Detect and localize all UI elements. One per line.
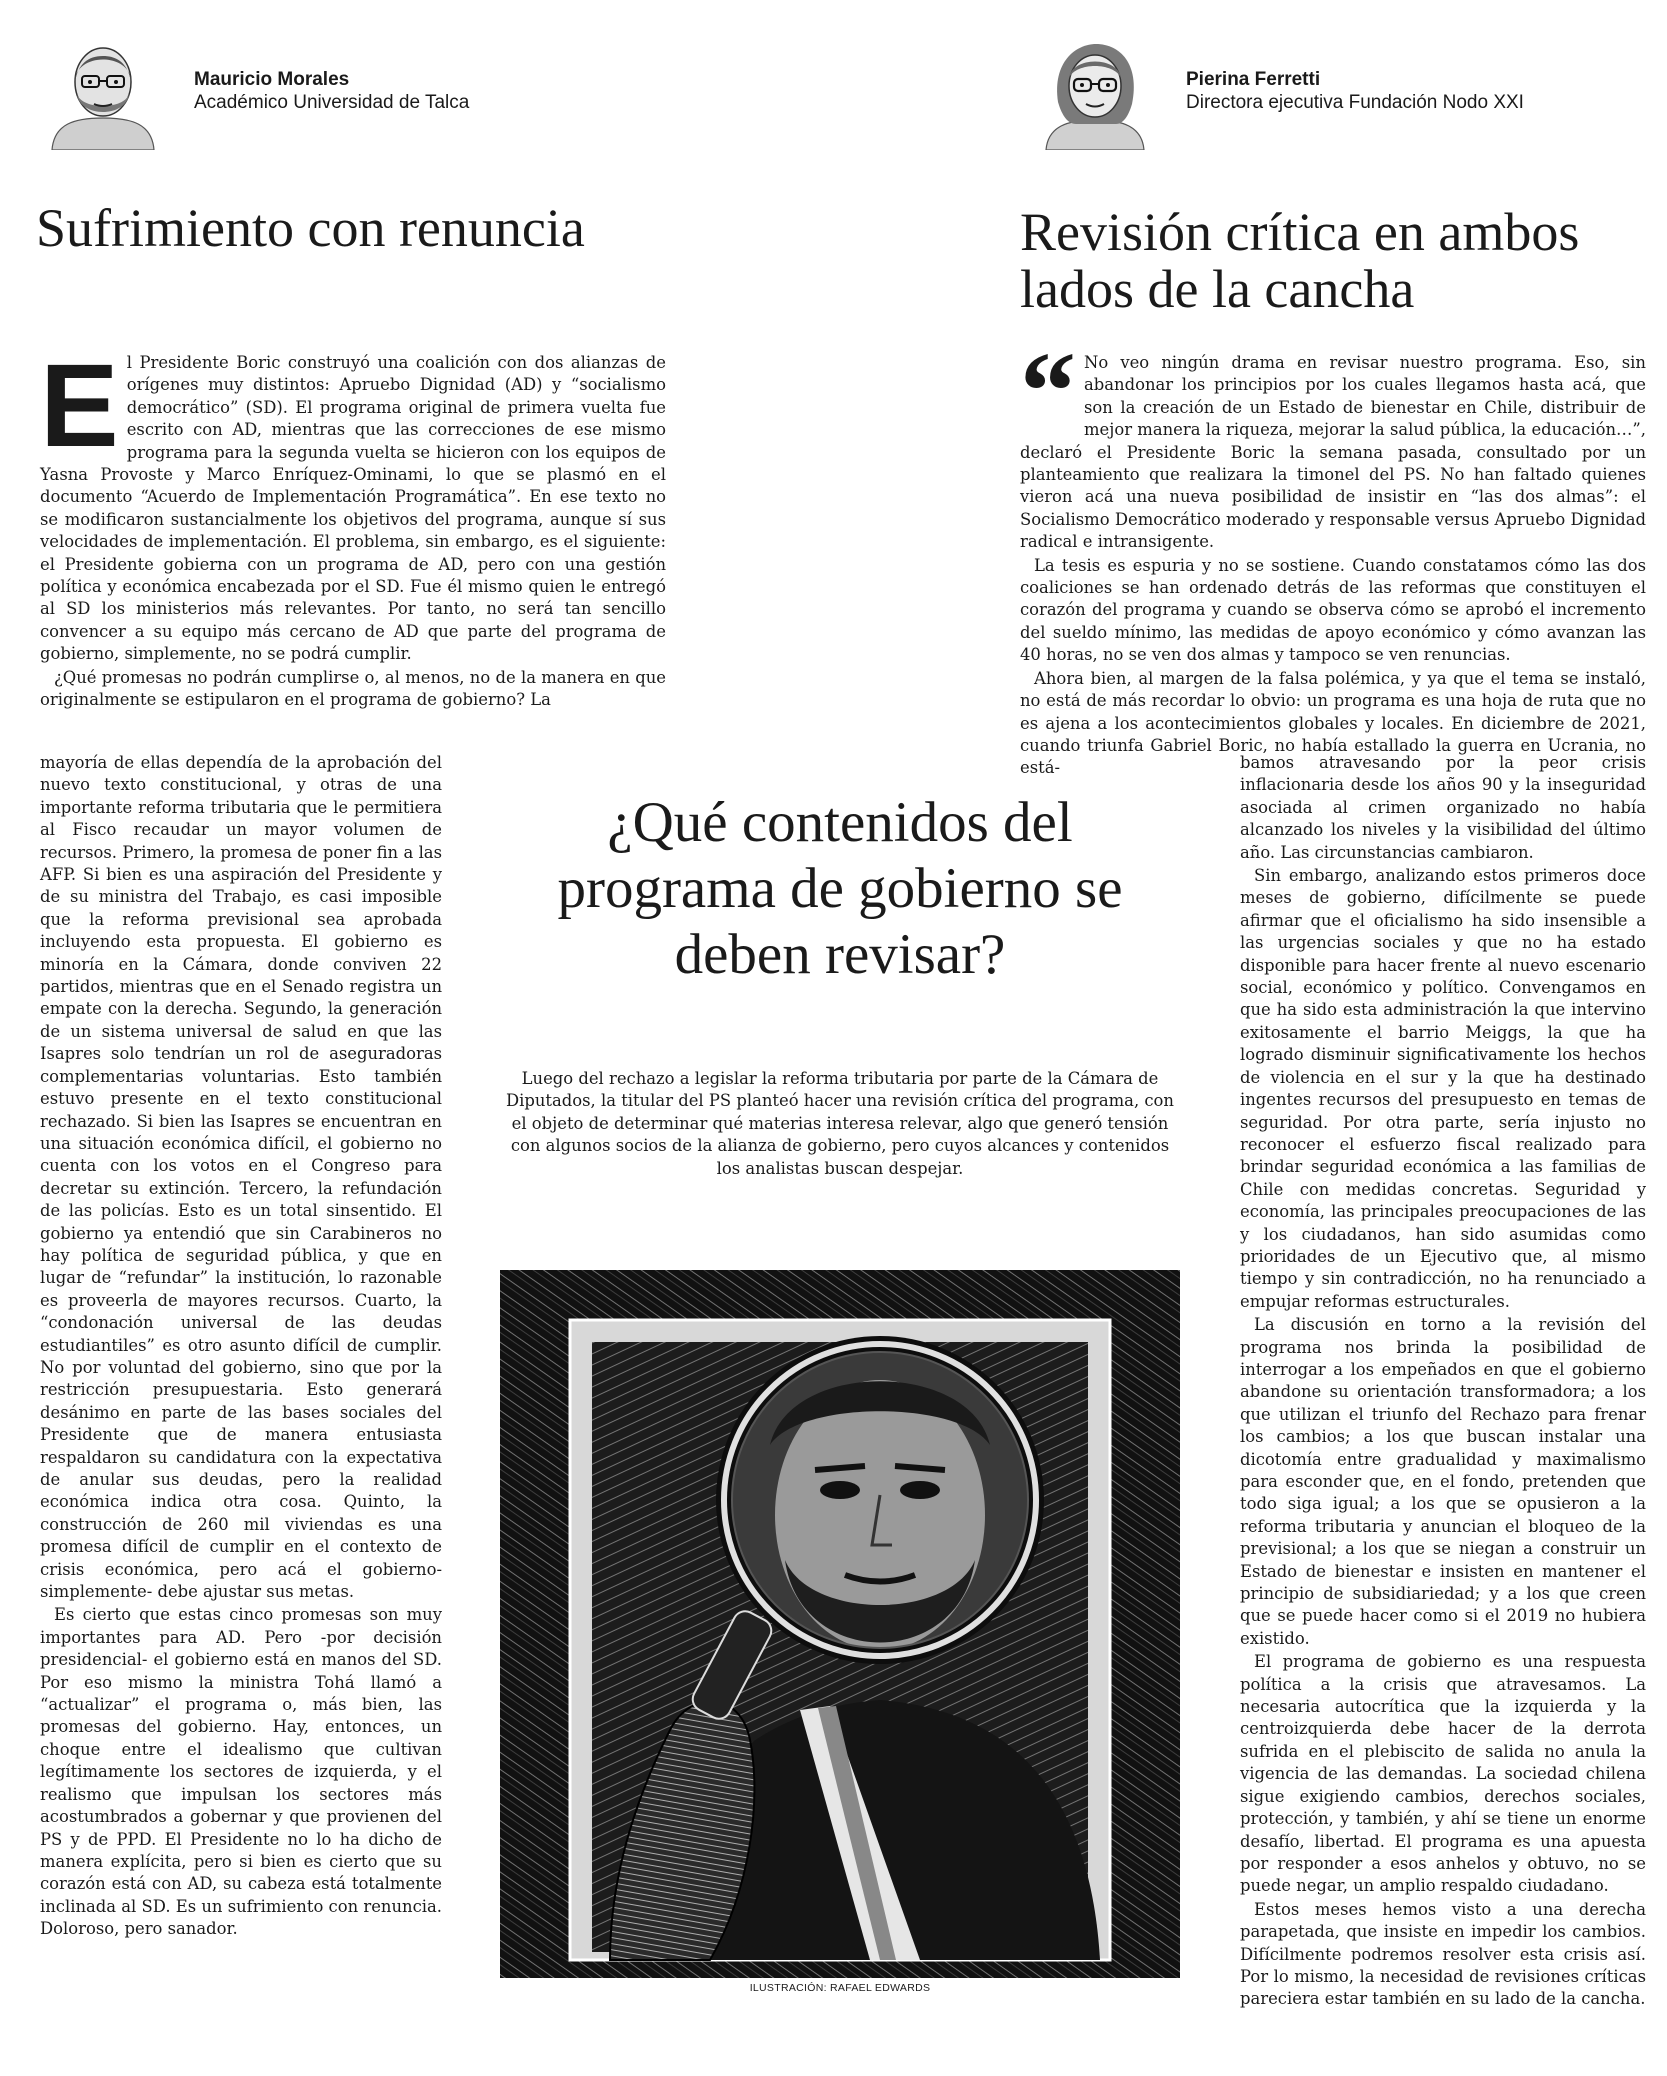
left-author-name: Mauricio Morales xyxy=(194,68,350,90)
left-article-body-narrow xyxy=(40,752,442,1942)
left-paragraph-4: Es cierto que estas cinco promesas son muy importantes para AD. Pero -por decisión presidencial- el gobierno está en manos del SD. Por eso mismo la ministra Tohá llamó a “actualizar” el programa o, más bien, las promesas del gobierno. Hay, entonces, un choque entre el idealismo que cultivan legítimamente los sectores de izquierda, y el realismo que impulsan los sectores más acostumbrados a gobernar y que provienen del PS y de PPD. El Presidente no lo ha dicho de manera explícita, pero si bien es cierto que su corazón está con AD, su cabeza está totalmente inclinada al SD. Es un sufrimiento con renuncia. Doloroso, pero sanador. xyxy=(40,1605,442,1939)
right-article-body-narrow xyxy=(1240,752,1646,2012)
man-portrait-illustration xyxy=(44,32,162,150)
left-paragraph-2: ¿Qué promesas no podrán cumplirse o, al menos, no de la manera en que originalmente se estipularon en el programa de gobierno? La xyxy=(40,667,666,710)
right-paragraph-7: El programa de gobierno es una respuesta política a la crisis que atravesamos. La necesaria autocrítica que la izquierda y la centroizquierda debe hacer de la derrota sufrida en el plebiscito de salida no anula la vigencia de las demandas. La sociedad chilena sigue exigiendo cambios, derechos sociales, protección, y también, y ahí se tiene un enorme desafío, libertad. El programa es una apuesta por responder a esos anhelos y obtuvo, no se puede negar, un amplio respaldo ciudadano. xyxy=(1240,1652,1646,1896)
right-author-name: Pierina Ferretti xyxy=(1186,68,1321,90)
right-paragraph-6: La discusión en torno a la revisión del programa nos brinda la posibilidad de interrogar a los empeñados en que el gobierno abandone su orientación transformadora; a los que utilizan el triunfo del Rechazo para frenar los cambios; a los que buscan instalar una dicotomía entre gradualidad y maximalismo para esconder que, en el fondo, pretenden que todo siga igual; a los que se opusieron a la reforma tributaria y anuncian el bloqueo de la previsional; a los que se niegan a construir un Estado de bienestar e insisten en mantener el principio de subsidiariedad; y a los que creen que se puede hacer como si el 2019 no hubiera existido. xyxy=(1240,1315,1646,1648)
left-article-body-top xyxy=(40,340,666,713)
woman-portrait-illustration xyxy=(1036,32,1154,150)
right-byline xyxy=(1036,32,1524,150)
right-paragraph-5: Sin embargo, analizando estos primeros doce meses de gobierno, difícilmente se puede afirmar que el oficialismo ha sido insensible a las urgencias sociales y que no ha estado disponible para hacer frente al nuevo escenario social, económico y político. Convengamos en que ha sido esta administración la que intervino exitosamente el barrio Meiggs, la que ha logrado disminuir significativamente los hechos de violencia en el sur y la que ha destinado ingentes recursos del presupuesto en temas de seguridad. Por otra parte, sería injusto no reconocer el esfuerzo fiscal realizado para brindar seguridad económica a las familias de Chile con medidas concretas. Seguridad y economía, las principales preocupaciones de las y los ciudadanos, han sido asumidas como prioridades de un Ejecutivo que, al mismo tiempo y sin contradicción, no ha renunciado a empujar reformas estructurales. xyxy=(1240,866,1646,1311)
right-paragraph-8: Estos meses hemos visto a una derecha parapetada, que insiste en impedir los cambios. Difícilmente podremos resolver esta crisis así. Por lo mismo, la necesidad de revisiones críticas pareciera estar también en su lado de la cancha. xyxy=(1240,1899,1646,2009)
right-author-role: Directora ejecutiva Fundación Nodo XXI xyxy=(1186,91,1524,113)
magnifying-glass-portrait-illustration xyxy=(500,1270,1180,1978)
quote-mark: “ xyxy=(1020,330,1076,454)
left-byline xyxy=(44,32,469,150)
illustration-credit: ILUSTRACIÓN: RAFAEL EDWARDS xyxy=(749,1982,931,1994)
center-intro: Luego del rechazo a legislar la reforma tributaria por parte de la Cámara de Diputados, la titular del PS planteó hacer una revisión crítica del programa, con el objeto de determinar qué materias interesa relevar, algo que generó tensión con algunos socios de la alianza de gobierno, pero cuyos alcances y contenidos los analistas buscan despejar. xyxy=(506,1069,1174,1178)
right-headline: Revisión crítica en ambos lados de la cancha xyxy=(1020,202,1580,319)
right-paragraph-1: No veo ningún drama en revisar nuestro programa. Eso, sin abandonar los principios por los cuales llegamos hasta acá, que son la creación de un Estado de bienestar en Chile, distribuir de mejor manera la riqueza, mejorar la salud pública, la educación…”, declaró el Presidente Boric la semana pasada, consultado por un planteamiento que realizara la timonel del PS. No han faltado quienes vieron acá una nueva posibilidad de insistir en “las dos almas”: el Socialismo Democrático moderado y responsable versus Apruebo Dignidad radical e intransigente. xyxy=(1020,353,1646,552)
dropcap: E xyxy=(40,340,119,472)
left-paragraph-3: mayoría de ellas dependía de la aprobación del nuevo texto constitucional, y otras de una importante reforma tributaria que le permitiera al Fisco recaudar un mayor volumen de recursos. Primero, la promesa de poner fin a las AFP. Si bien es una aspiración del Presidente y de su ministra del Trabajo, es casi imposible que la reforma previsional sea aprobada incluyendo esta propuesta. El gobierno es minoría en la Cámara, donde conviven 22 partidos, mientras que en el Senado registra un empate con la derecha. Segundo, la generación de un sistema universal de salud en que las Isapres solo tendrían un rol de aseguradoras complementarias voluntarias. Esto también estuvo presente en el texto constitucional rechazado. Si bien las Isapres se encuentran en una situación económica difícil, el gobierno no cuenta con los votos en el Congreso para decretar su extinción. Tercero, la refundación de las policías. Esto es un total sinsentido. El gobierno ya entendió que sin Carabineros no hay política de seguridad pública, y que en lugar de “refundar” la institución, lo razonable es proveerla de mayores recursos. Cuarto, la “condonación universal de las deudas estudiantiles” es otro asunto difícil de cumplir. No por voluntad del gobierno, sino que por la restricción presupuestaria. Esto generará desánimo en parte de las bases sociales del Presidente que de manera entusiasta respaldaron su candidatura con la expectativa de anular sus deudas, pero la realidad económica indica otra cosa. Quinto, la construcción de 260 mil viviendas es una promesa difícil de cumplir en el contexto de crisis económica, pero acá el gobierno- simplemente- debe ajustar sus metas. xyxy=(40,753,442,1602)
left-author-role: Académico Universidad de Talca xyxy=(194,91,470,113)
center-title: ¿Qué contenidos del programa de gobierno se deben revisar? xyxy=(557,791,1123,986)
left-headline: Sufrimiento con renuncia xyxy=(36,198,585,258)
right-paragraph-2: La tesis es espuria y no se sostiene. Cuando constatamos cómo las dos coaliciones se han ordenado detrás de las reformas que constituyen el corazón del programa y cuando se observa cómo se aprobó el incremento del sueldo mínimo, las medidas de apoyo económico y cómo avanzan las 40 horas, no se ven dos almas y tampoco se ven renuncias. xyxy=(1020,555,1646,665)
left-paragraph-1: l Presidente Boric construyó una coalición con dos alianzas de orígenes muy distintos: Apruebo Dignidad (AD) y “socialismo democrático” (SD). El programa original de primera vuelta fue escrito con AD, mientras que las correcciones de ese mismo programa para la segunda vuelta se hicieron con los equipos de Yasna Provoste y Marco Enríquez-Ominami, lo que se plasmó en el documento “Acuerdo de Implementación Programática”. En ese texto no se modificaron sustancialmente los objetivos del programa, aunque sí sus velocidades de implementación. El problema, sin embargo, es el siguiente: el Presidente gobierna con un programa de AD, pero con una gestión política y económica encabezada por el SD. Fue él mismo quien le entregó al SD los ministerios más relevantes. Por tanto, no será tan sencillo convencer a su equipo más cercano de AD que parte del programa de gobierno, simplemente, no se podrá cumplir. xyxy=(40,353,666,664)
right-paragraph-3: Ahora bien, al margen de la falsa polémica, y ya que el tema se instaló, no está de más recordar lo obvio: un programa es una hoja de ruta que no es ajena a los acontecimientos globales y locales. En diciembre de 2021, cuando triunfa Gabriel Boric, no había estallado la guerra en Ucrania, no está- xyxy=(1020,668,1646,778)
right-paragraph-4: bamos atravesando por la peor crisis inflacionaria desde los años 90 y la inseguridad asociada al crimen organizado no había alcanzado los niveles y la visibilidad del último año. Las circunstancias cambiaron. xyxy=(1240,753,1646,862)
right-article-body-top xyxy=(1020,330,1646,781)
